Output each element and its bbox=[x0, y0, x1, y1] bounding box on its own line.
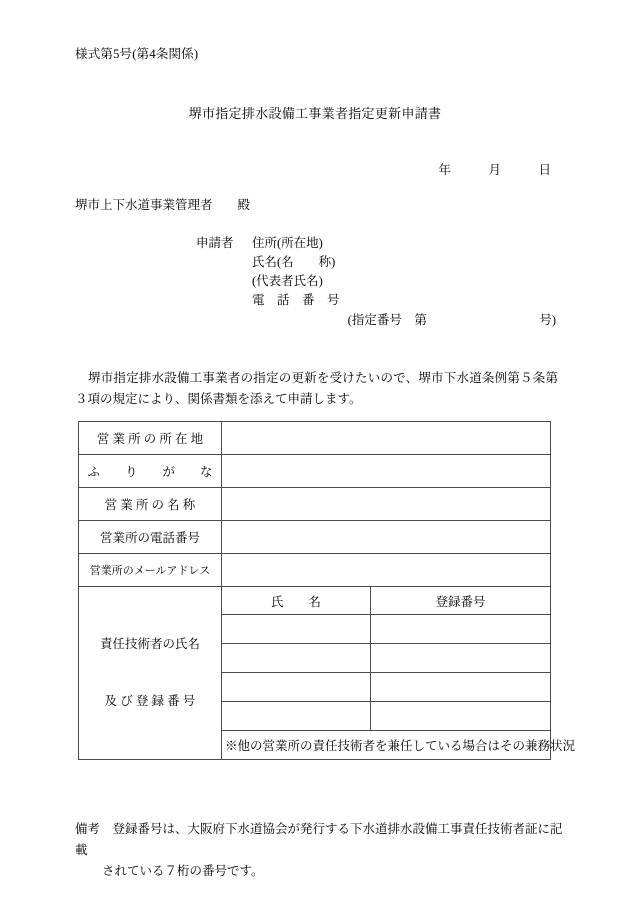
engineer-number-cell[interactable] bbox=[371, 644, 551, 673]
body-paragraph: 堺市指定排水設備工事業者の指定の更新を受けたいので、堺市下水道条例第５条第３項の規定により、関係書類を添えて申請します。 bbox=[75, 371, 558, 406]
engineer-name-cell[interactable] bbox=[222, 615, 371, 644]
responsible-label-line2: 及 び 登 録 番 号 bbox=[104, 694, 196, 708]
application-table bbox=[78, 421, 576, 760]
remark-block bbox=[75, 819, 565, 882]
engineer-name-cell[interactable] bbox=[222, 644, 371, 673]
designation-number-line: (指定番号 第 号) bbox=[347, 313, 556, 327]
responsible-label-line1: 責任技術者の氏名 bbox=[99, 637, 200, 651]
applicant-row bbox=[196, 291, 340, 310]
applicant-row bbox=[196, 272, 340, 291]
engineer-number-cell[interactable] bbox=[371, 673, 551, 702]
table-row bbox=[79, 422, 551, 455]
applicant-field-address: 住所(所在地) bbox=[252, 236, 323, 250]
concurrent-duty-note: ※他の営業所の責任技術者を兼任している場合はその兼務状況 bbox=[222, 731, 550, 760]
applicant-label: 申請者 bbox=[196, 236, 234, 250]
row-value-office-address[interactable] bbox=[222, 422, 551, 455]
row-label-office-email: 営業所のメールアドレス bbox=[79, 554, 222, 587]
table-row bbox=[79, 455, 551, 488]
engineer-row bbox=[222, 644, 550, 673]
row-value-office-phone[interactable] bbox=[222, 521, 551, 554]
row-label-office-address: 営 業 所 の 所 在 地 bbox=[79, 422, 222, 455]
row-label-office-phone: 営業所の電話番号 bbox=[79, 521, 222, 554]
engineer-subtable bbox=[222, 587, 576, 759]
table-row bbox=[79, 521, 551, 554]
row-label-furigana: ふ り が な bbox=[79, 455, 222, 488]
applicant-row bbox=[196, 234, 340, 253]
table-row bbox=[79, 488, 551, 521]
row-value-office-email[interactable] bbox=[222, 554, 551, 587]
engineer-number-cell[interactable] bbox=[371, 615, 551, 644]
row-value-furigana[interactable] bbox=[222, 455, 551, 488]
engineer-row bbox=[222, 615, 550, 644]
applicant-block bbox=[196, 234, 340, 310]
row-label-responsible-engineer bbox=[79, 587, 222, 760]
remark-line-2: されている７桁の番号です。 bbox=[102, 864, 264, 878]
addressee-line: 堺市上下水道事業管理者 殿 bbox=[75, 198, 251, 212]
applicant-field-representative: (代表者氏名) bbox=[252, 274, 323, 288]
engineer-row bbox=[222, 702, 550, 731]
applicant-field-name: 氏名(名 称) bbox=[252, 255, 336, 269]
row-label-office-name: 営 業 所 の 名 称 bbox=[79, 488, 222, 521]
responsible-engineer-grid bbox=[222, 587, 576, 760]
column-header-name: 氏 名 bbox=[222, 587, 371, 615]
column-header-registration-number: 登録番号 bbox=[371, 587, 551, 615]
remark-line-1: 備考 登録番号は、大阪府下水道協会が発行する下水道排水設備工事責任技術者証に記載 bbox=[75, 822, 563, 857]
engineer-row bbox=[222, 673, 550, 702]
form-code: 様式第5号(第4条関係) bbox=[75, 47, 199, 61]
applicant-field-phone: 電 話 番 号 bbox=[252, 293, 340, 307]
engineer-note-row bbox=[222, 731, 550, 760]
applicant-label-spacer bbox=[196, 272, 252, 291]
engineer-number-cell[interactable] bbox=[371, 702, 551, 731]
date-line: 年 月 日 bbox=[438, 163, 551, 177]
applicant-label-spacer bbox=[196, 291, 252, 310]
engineer-header-row bbox=[222, 587, 550, 615]
applicant-row bbox=[196, 253, 340, 272]
applicant-label-spacer bbox=[196, 253, 252, 272]
row-value-office-name[interactable] bbox=[222, 488, 551, 521]
page-title: 堺市指定排水設備工事業者指定更新申請書 bbox=[188, 106, 442, 121]
table-row-responsible-engineers bbox=[79, 587, 551, 760]
engineer-name-cell[interactable] bbox=[222, 673, 371, 702]
engineer-name-cell[interactable] bbox=[222, 702, 371, 731]
table-row bbox=[79, 554, 551, 587]
